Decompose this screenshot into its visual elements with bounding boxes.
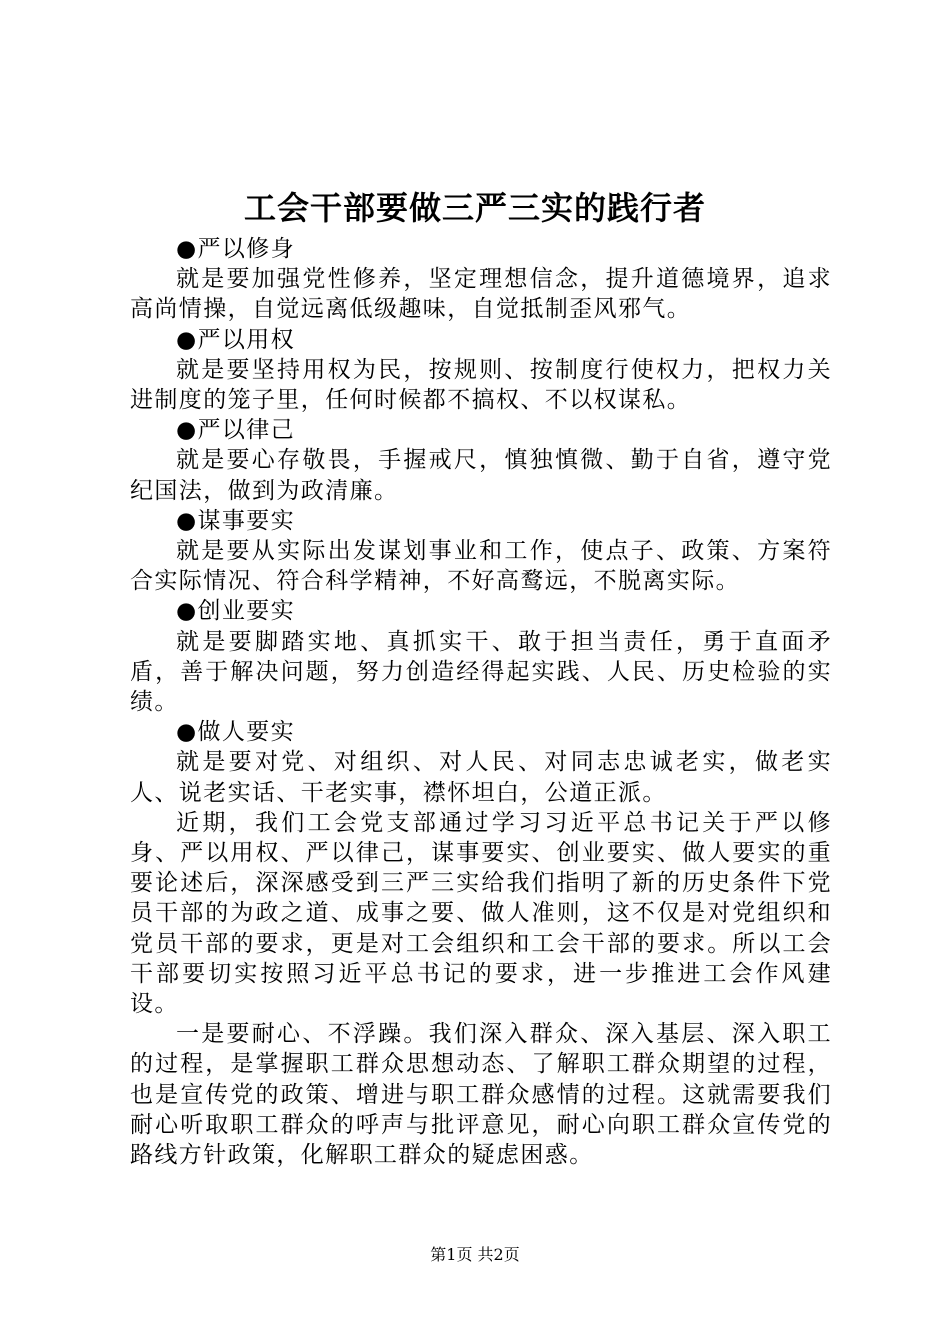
body-paragraph: 近期，我们工会党支部通过学习习近平总书记关于严以修身、严以用权、严以律己，谋事要实、创业要实、做人要实的重要论述后，深深感受到三严三实给我们指明了新的历史条件下党员干部的为政之道、成事之要、做人准则，这不仅是对党组织和党员干部的要求，更是对工会组织和工会干部的要求。所以工会干部要切实按照习近平总书记的要求，进一步推进工会作风建设。: [130, 809, 832, 1018]
body-paragraph: 就是要加强党性修养，坚定理想信念，提升道德境界，追求高尚情操，自觉远离低级趣味，自觉抵制歪风邪气。: [130, 266, 832, 323]
page-footer: 第1页 共2页: [430, 1245, 520, 1264]
document-title: 工会干部要做三严三实的践行者: [243, 189, 706, 227]
body-paragraph: 就是要从实际出发谋划事业和工作，使点子、政策、方案符合实际情况、符合科学精神，不好高鹜远，不脱离实际。: [130, 538, 832, 595]
section-heading: ●严以修身: [176, 236, 296, 262]
section-heading: ●严以律己: [176, 417, 296, 444]
section-heading: ●严以用权: [176, 326, 296, 353]
section-heading: ●创业要实: [176, 598, 296, 625]
body-paragraph: 一是要耐心、不浮躁。我们深入群众、深入基层、深入职工的过程，是掌握职工群众思想动态、了解职工群众期望的过程，也是宣传党的政策、增进与职工群众感情的过程。这就需要我们耐心听取职工群众的呼声与批评意见，耐心向职工群众宣传党的路线方针政策，化解职工群众的疑虑困惑。: [130, 1021, 832, 1169]
body-paragraph: 就是要脚踏实地、真抓实干、敢于担当责任，勇于直面矛盾，善于解决问题，努力创造经得起实践、人民、历史检验的实绩。: [130, 628, 832, 716]
body-paragraph: 就是要心存敬畏，手握戒尺，慎独慎微、勤于自省，遵守党纪国法，做到为政清廉。: [130, 447, 832, 504]
document-body: [130, 234, 832, 1170]
body-paragraph: 就是要坚持用权为民，按规则、按制度行使权力，把权力关进制度的笼子里，任何时候都不搞权、不以权谋私。: [130, 356, 832, 414]
section-heading: ●谋事要实: [176, 507, 296, 534]
body-paragraph: 就是要对党、对组织、对人民、对同志忠诚老实，做老实人、说老实话、干老实事，襟怀坦白，公道正派。: [130, 749, 832, 806]
section-heading: ●做人要实: [176, 719, 296, 746]
